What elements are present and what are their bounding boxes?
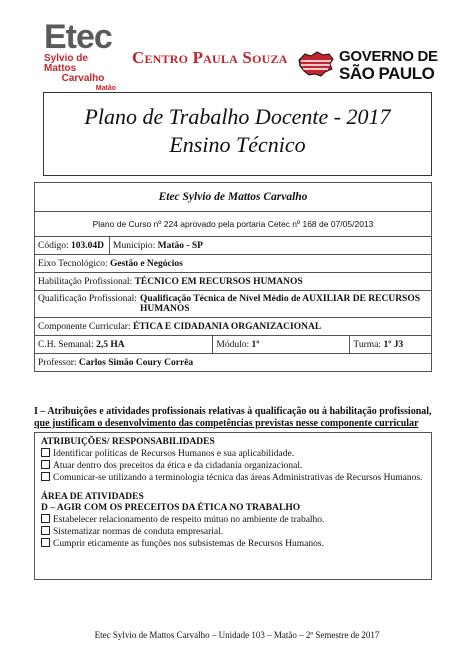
professor-label: Professor: bbox=[38, 357, 77, 368]
list-item-text: Identificar políticas de Recursos Humanos e sua aplicabilidade. bbox=[53, 449, 295, 459]
ch-label: C.H. Semanal: bbox=[38, 339, 94, 350]
document-title: Plano de Trabalho Docente - 2017 bbox=[84, 104, 391, 129]
etec-logo-name-line1: Sylvio de Mattos bbox=[44, 53, 88, 74]
list-item-text: Estabelecer relacionamento de respeito mútuo no ambiente de trabalho. bbox=[53, 515, 325, 525]
municipio-value: Matão - SP bbox=[157, 240, 203, 251]
page-footer: Etec Sylvio de Mattos Carvalho – Unidade 103 – Matão – 2º Semestre de 2017 bbox=[94, 630, 380, 640]
list-item bbox=[41, 538, 425, 550]
list-item bbox=[41, 526, 425, 538]
municipio-cell bbox=[110, 237, 432, 255]
qualificacao-label: Qualificação Profissional: bbox=[38, 294, 137, 304]
ch-cell bbox=[35, 336, 213, 354]
section-title bbox=[34, 406, 432, 430]
modulo-cell bbox=[213, 336, 350, 354]
professor-cell bbox=[35, 354, 432, 372]
sao-paulo-line: SÃO PAULO bbox=[339, 64, 435, 83]
etec-logo-word: Etec bbox=[44, 18, 112, 56]
codigo-row bbox=[35, 237, 432, 255]
eixo-cell bbox=[35, 255, 432, 273]
list-item bbox=[41, 448, 425, 460]
area-heading: ÁREA DE ATIVIDADES bbox=[41, 492, 144, 502]
turma-label: Turma: bbox=[353, 339, 382, 350]
area-subheading: D – AGIR COM OS PRECEITOS DA ÉTICA NO TRABALHO bbox=[41, 503, 301, 513]
codigo-label: Código: bbox=[38, 240, 69, 251]
governo-line: GOVERNO DE bbox=[339, 48, 438, 65]
turma-value: 1º J3 bbox=[383, 339, 404, 350]
municipio-label: Município: bbox=[113, 240, 156, 251]
list-item bbox=[41, 460, 425, 472]
habilitacao-label: Habilitação Profissional: bbox=[38, 276, 133, 287]
ch-value: 2,5 HA bbox=[96, 339, 125, 350]
course-info-table bbox=[34, 182, 432, 372]
atribuicoes-heading: ATRIBUIÇÕES/ RESPONSABILIDADES bbox=[41, 437, 215, 447]
document-subtitle: Ensino Técnico bbox=[169, 132, 306, 157]
list-item bbox=[41, 472, 425, 484]
governo-sp-text bbox=[339, 48, 438, 82]
section-title-line2: que justificam o desenvolvimento das competências previstas nesse componente curricular bbox=[34, 418, 419, 429]
codigo-value: 103.04D bbox=[71, 240, 104, 251]
document-title-box bbox=[43, 92, 432, 176]
checkbox-icon bbox=[41, 448, 50, 457]
modulo-value: 1º bbox=[251, 339, 260, 350]
qualificacao-value-line2: HUMANOS bbox=[139, 304, 190, 314]
eixo-label: Eixo Tecnológico: bbox=[38, 258, 108, 269]
header-logos bbox=[0, 20, 474, 100]
checkbox-icon bbox=[41, 472, 50, 481]
section-title-line1: I – Atribuições e atividades profissionais relativas à qualificação ou à habilitação profissional, bbox=[34, 406, 432, 417]
eixo-value: Gestão e Negócios bbox=[109, 258, 183, 269]
list-item-text: Sistematizar normas de conduta empresarial. bbox=[53, 527, 224, 537]
checkbox-icon bbox=[41, 538, 50, 547]
codigo-cell bbox=[35, 237, 110, 255]
etec-logo bbox=[44, 20, 122, 92]
checkbox-icon bbox=[41, 514, 50, 523]
list-item-text: Comunicar-se utilizando a terminologia técnica das áreas Administrativas de Recursos Humanos. bbox=[53, 473, 423, 483]
componente-cell bbox=[35, 318, 432, 336]
list-item bbox=[41, 514, 425, 526]
qualificacao-cell bbox=[35, 291, 432, 318]
centro-paula-souza-logo: Centro Paula Souza bbox=[132, 48, 288, 67]
turma-cell bbox=[350, 336, 432, 354]
plano-curso: Plano de Curso nº 224 aprovado pela portaria Cetec nº 168 de 07/05/2013 bbox=[35, 212, 432, 237]
etec-logo-city: Matão bbox=[95, 85, 116, 92]
componente-value: ÉTICA E CIDADANIA ORGANIZACIONAL bbox=[132, 321, 322, 332]
section-content-box bbox=[34, 432, 432, 580]
professor-value: Carlos Simão Coury Corrêa bbox=[78, 357, 194, 368]
list-item-text: Cumprir eticamente as funções nos subsistemas de Recursos Humanos. bbox=[53, 539, 324, 549]
habilitacao-value: TÉCNICO EM RECURSOS HUMANOS bbox=[134, 276, 303, 287]
school-name: Etec Sylvio de Mattos Carvalho bbox=[35, 183, 432, 212]
qualificacao-value-line1: Qualificação Técnica de Nível Médio de AUXILIAR DE RECURSOS bbox=[139, 294, 421, 304]
list-item-text: Atuar dentro dos preceitos da ética e da cidadania organizacional. bbox=[53, 461, 303, 471]
habilitacao-cell bbox=[35, 273, 432, 291]
sao-paulo-map-icon bbox=[297, 50, 335, 78]
etec-logo-name-line2: Carvalho bbox=[61, 73, 105, 84]
checkbox-icon bbox=[41, 526, 50, 535]
checkbox-icon bbox=[41, 460, 50, 469]
section-atribuicoes bbox=[34, 406, 432, 580]
governo-sp-logo bbox=[297, 46, 457, 86]
componente-label: Componente Curricular: bbox=[38, 321, 131, 332]
modulo-label: Módulo: bbox=[216, 339, 250, 350]
